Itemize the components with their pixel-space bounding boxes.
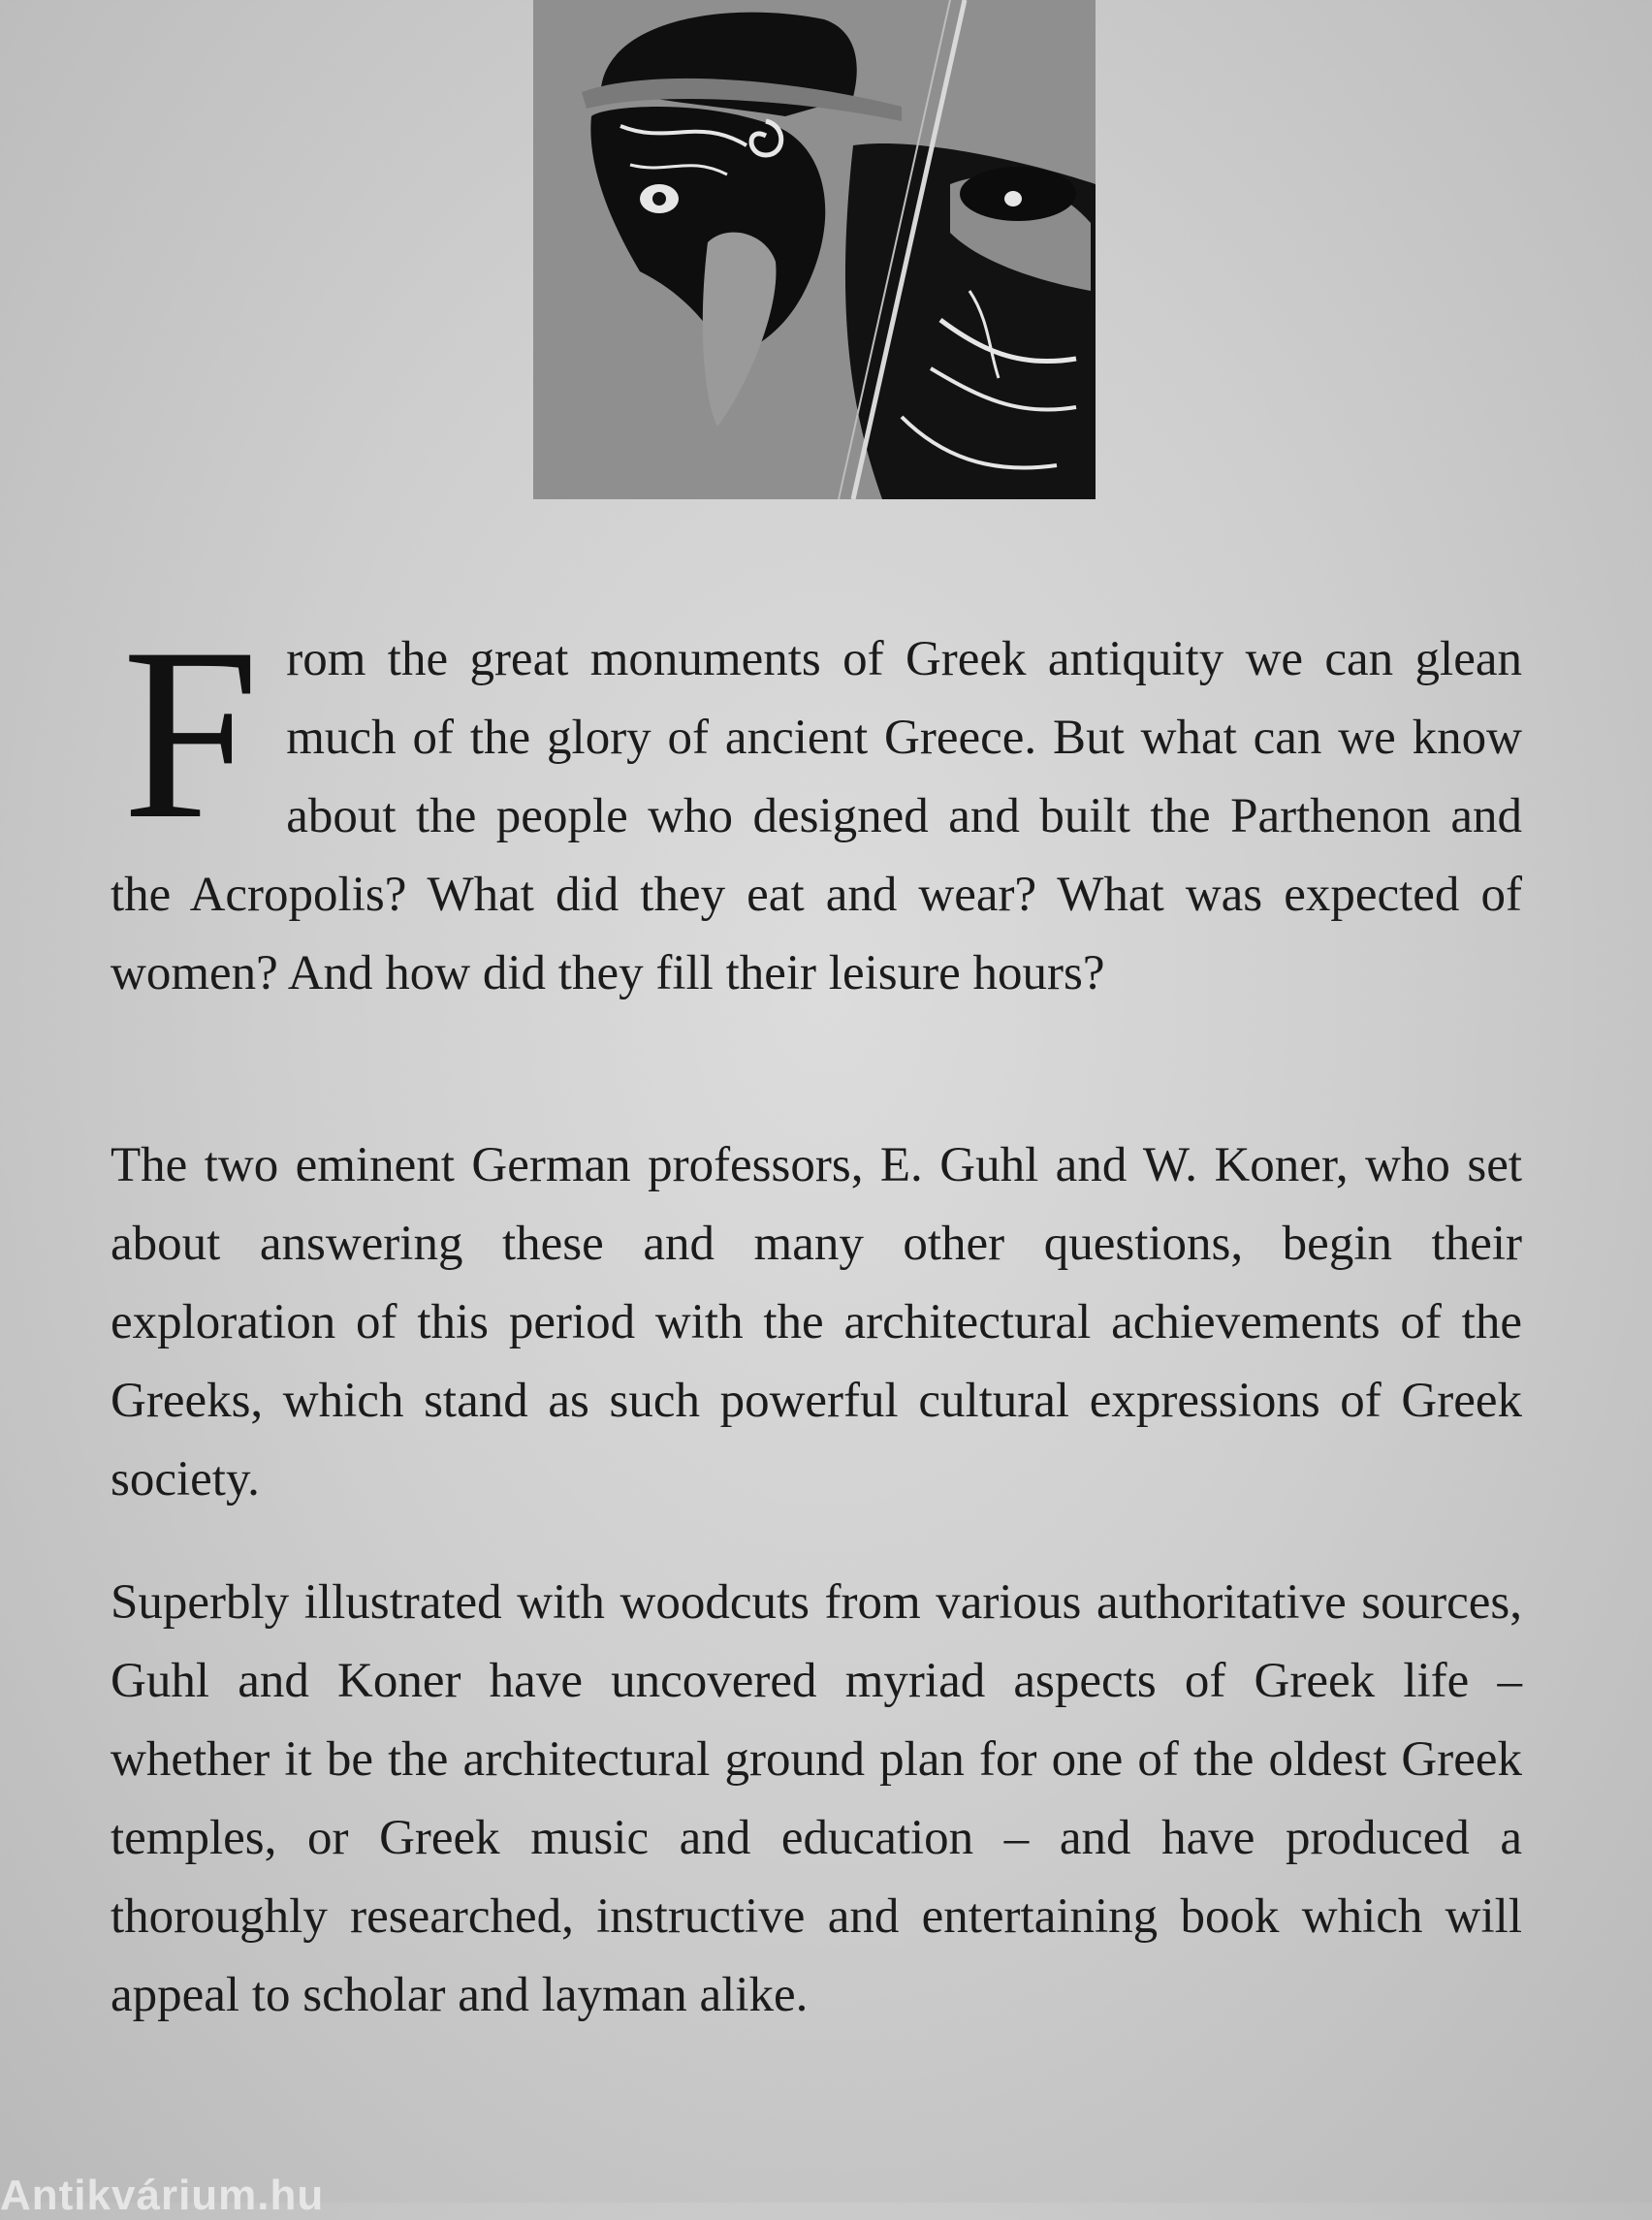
vase-painting-icon [533,0,1096,499]
paragraph-text: The two eminent German professors, E. Guhl and W. Koner, who set about answering these and many other questions, begin their exploration of this period with the architectural achievements of the Greeks, which stand as such powerful cultural expressions of Greek society. [111,1138,1522,1506]
paragraph-authors [111,1126,1522,1519]
drop-cap: F [122,597,260,870]
watermark: Antikvárium.hu [0,2172,325,2219]
paragraph-text: Superbly illustrated with woodcuts from various authoritative sources, Guhl and Koner have uncovered myriad aspects of Greek life – whether it be the architectural ground plan for one of the oldest Greek temples, or Greek music and education – and have produced a thoroughly researched, instructive and entertaining book which will appeal to scholar and layman alike. [111,1575,1522,2022]
paragraph-intro [111,597,1522,1105]
paragraph-text: rom the great monuments of Greek antiquity we can glean much of the glory of ancient Greece. But what can we know about the people who designed and built the Parthenon and the Acropolis? What did they eat and wear? What was expected of women? And how did they fill their leisure hours? [111,632,1522,1000]
vase-painting-illustration [533,0,1096,499]
paragraph-illustrations [111,1564,1522,2035]
